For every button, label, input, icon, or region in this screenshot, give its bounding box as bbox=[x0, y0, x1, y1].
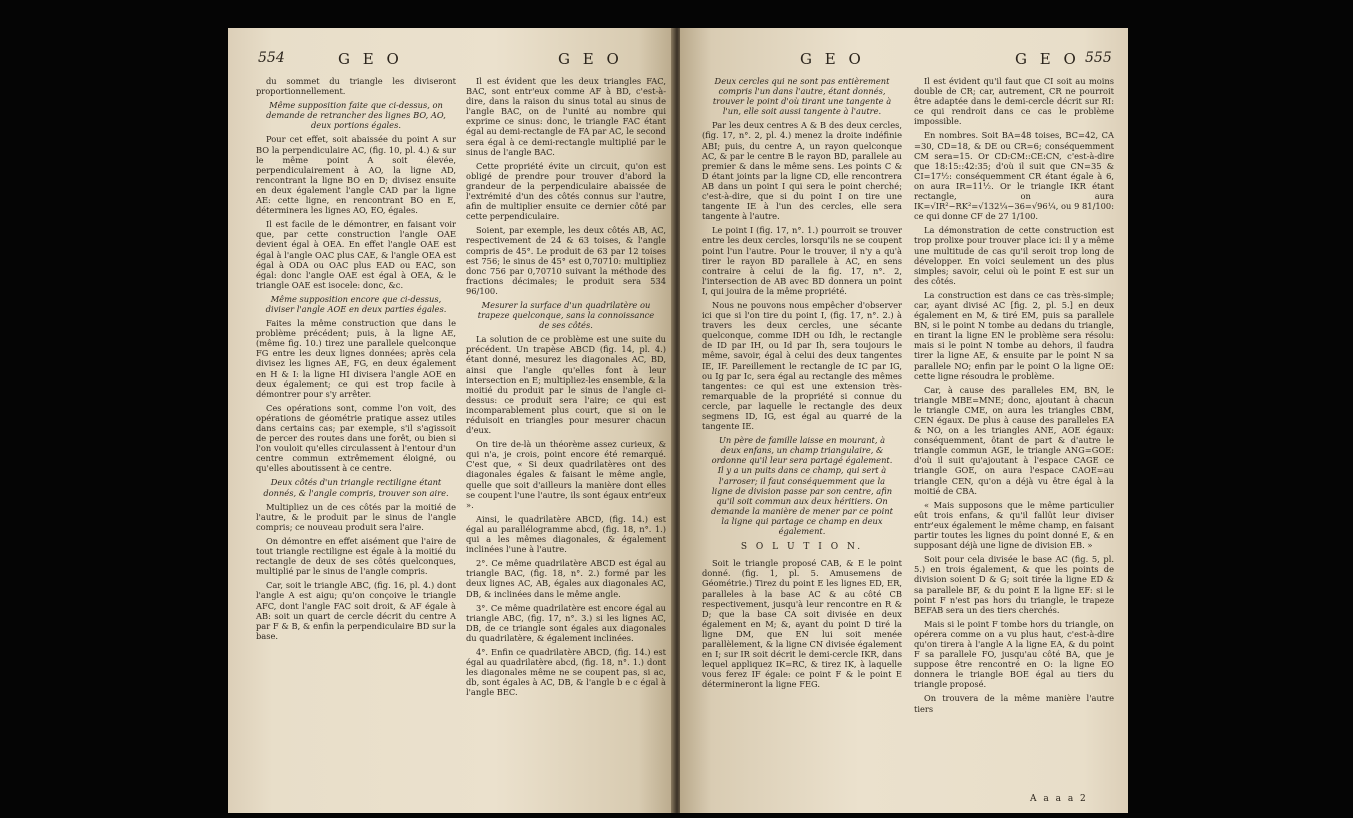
paragraph: On tire de-là un théorème assez curieux, & qui n'a, je crois, point encore été remarqué. C'est que, « Si deux quadrilatères ont des diagonales égales & faisant le même angle, quelle que soit d'ailleurs la manière dont elles se coupent l'une l'autre, ils sont égaux entr'eux ». bbox=[466, 439, 666, 510]
left-running-head-right: G E O bbox=[558, 50, 623, 68]
paragraph: Ainsi, le quadrilatère ABCD, (fig. 14.) est égal au parallélogramme abcd, (fig. 18, n°. 1.) qui a les mêmes diagonales, & également inclinées l'une à l'autre. bbox=[466, 513, 666, 555]
right-column-1 bbox=[702, 76, 902, 693]
left-page bbox=[228, 28, 674, 813]
paragraph: Il est évident que les deux triangles FAC, BAC, sont entr'eux comme AF à BD, c'est-à-dire, dans la raison du sinus total au sinus de l'angle BAC, on de l'unité au nombre qui exprime ce sinus: donc, le triangle FAC étant égal au demi-rectangle de FA par AC, le second sera égal à ce demi-rectangle multiplié par le sinus de l'angle BAC. bbox=[466, 76, 666, 157]
paragraph: du sommet du triangle les diviseront proportionnellement. bbox=[256, 76, 456, 97]
paragraph: Il est facile de le démontrer, en faisant voir que, par cette construction l'angle OAE devient égal à OEA. En effet l'angle OAE est égal à l'angle OAC plus CAE, & l'angle OEA est égal à ODA ou OAC plus EAD ou EAC, son égal: donc l'angle OAE est égal à OEA, & le triangle OAE est isocele: donc, &c. bbox=[256, 219, 456, 290]
paragraph: Soient, par exemple, les deux côtés AB, AC, respectivement de 24 & 63 toises, & l'angle compris de 45°. Le produit de 63 par 12 toises est 756; le sinus de 45° est 0,70710: multipliez donc 756 par 0,70710 suivant la méthode des fractions décimales; le produit sera 534 96/100. bbox=[466, 225, 666, 296]
problem-statement: Même supposition faite que ci-dessus, on demande de retrancher des lignes BO, AO, deux portions égales. bbox=[266, 100, 446, 131]
left-running-head-left: G E O bbox=[338, 50, 403, 68]
paragraph: Il est évident qu'il faut que CI soit au moins double de CR; car, autrement, CR ne pourroit être adaptée dans le demi-cercle décrit sur RI: ce qui rendroit dans ce cas le problème impossible. bbox=[914, 76, 1114, 127]
right-column-2 bbox=[914, 76, 1114, 718]
paragraph: Car, à cause des paralleles EM, BN, le triangle MBE=MNE; donc, ajoutant à chacun le triangle CME, on aura les triangles CBM, CEN égaux. De plus à cause des paralleles EA & NO, on a les triangles ANE, AOE égaux: conséquemment, ôtant de part & d'autre le triangle commun AGE, le triangle ANG=GOE: d'où il suit qu'ajoutant à l'espace CAGE ce triangle GOE, on aura l'espace CAOE=au triangle CEN, qu'on a déjà vu être égal à la moitié de CBA. bbox=[914, 384, 1114, 496]
paragraph: On trouvera de la même manière l'autre tiers bbox=[914, 693, 1114, 714]
section-heading: S O L U T I O N. bbox=[740, 542, 864, 553]
right-running-head-right: G E O bbox=[1015, 50, 1080, 68]
left-column-1 bbox=[256, 76, 456, 645]
paragraph: Mais si le point F tombe hors du triangle, on opérera comme on a vu plus haut, c'est-à-dire qu'on tirera à l'angle A la ligne EA, & du point F sa parallele FO, jusqu'au côté BA, que je suppose être rencontré en O: la ligne EO donnera le triangle BOE égal au tiers du triangle proposé. bbox=[914, 618, 1114, 690]
paragraph: La démonstration de cette construction est trop prolixe pour trouver place ici: il y a même une multitude de cas qu'il seroit trop long de développer. En voici seulement un des plus simples; savoir, celui où le point E est sur un des côtés. bbox=[914, 225, 1114, 286]
right-page-number: 555 bbox=[1085, 50, 1112, 66]
paragraph: En nombres. Soit BA=48 toises, BC=42, CA =30, CD=18, & DE ou CR=6; conséquemment CM sera=15. Or CD:CM::CE:CN, c'est-à-dire que 18:15::42:35; d'où il suit que CN=35 & CI=17½: conséquemment CR étant égale à 6, on aura IR=11½. Or le triangle IKR étant rectangle, on aura IK=√IR²−RK²=√132¼−36=√96¼, ou 9 81/100: ce qui donne CF de 27 1/100. bbox=[914, 130, 1114, 222]
problem-statement: Un père de famille laisse en mourant, à deux enfans, un champ triangulaire, & ordonne qu'il leur sera partagé également. Il y a un puits dans ce champ, qui sert à l'arroser; il faut conséquemment que la ligne de division passe par son centre, afin qu'il soit commun aux deux héritiers. On demande la manière de mener par ce point la ligne qui partage ce champ en deux également. bbox=[711, 435, 893, 537]
paragraph: On démontre en effet aisément que l'aire de tout triangle rectiligne est égale à la moitié du rectangle de deux de ses côtés quelconques, multiplié par le sinus de l'angle compris. bbox=[256, 535, 456, 577]
problem-statement: Mesurer la surface d'un quadrilatère ou trapeze quelconque, sans la connoissance de ses côtés. bbox=[477, 299, 655, 331]
paragraph: Ces opérations sont, comme l'on voit, des opérations de géométrie pratique assez utiles dans certains cas; par exemple, s'il s'agissoit de percer des routes dans une forêt, ou bien si l'on vouloit qu'elles circulassent à l'entour d'un centre commun extrêmement éloigné, ou qu'elles aboutissent à ce centre. bbox=[256, 402, 456, 474]
left-column-2 bbox=[466, 76, 666, 701]
paragraph: Soit le triangle proposé CAB, & E le point donné. (fig. 1, pl. 5. Amusemens de Géométrie.) Tirez du point E les lignes ED, ER, paralleles à la base AC & au côté CB respectivement, jusqu'à leur rencontre en R & D; que la base CA soit divisée en deux également en M; &, ayant du point D tiré la ligne DM, que EN lui soit menée parallèlement, & la ligne CN divisée également en I; sur IR soit décrit le demi-cercle IKR, dans lequel appliquez IK=RC, & tirez IK, à laquelle vous ferez IF égale: ce point F & le point E détermineront la ligne FEG. bbox=[702, 558, 902, 690]
signature-mark: A a a a 2 bbox=[1030, 794, 1088, 804]
paragraph: Pour cet effet, soit abaissée du point A sur BO la perpendiculaire AC, (fig. 10, pl. 4.) & sur le même point A soit élevée, perpendiculairement à AO, la ligne AD, rencontrant la ligne BO en D; divisez ensuite en deux également l'angle CAD par la ligne AE: cette ligne, en rencontrant BO en E, déterminera les lignes AO, EO, égales. bbox=[256, 134, 456, 216]
right-page bbox=[680, 28, 1128, 813]
paragraph: La solution de ce problème est une suite du précédent. Un trapèse ABCD (fig. 14, pl. 4.) étant donné, mesurez les diagonales AC, BD, ainsi que l'angle qu'elles font à leur intersection en E; multipliez-les ensemble, & la moitié du produit par le sinus de l'angle ci-dessus: ce produit sera l'aire; ce qui est incomparablement plus court, que si on le réduisoit en triangles pour mesurer chacun d'eux. bbox=[466, 334, 666, 436]
paragraph: Soit pour cela divisée le base AC (fig. 5, pl. 5.) en trois également, & que les points de division soient D & G; soit tirée la ligne ED & sa parallele BF, & du point E la ligne EF: si le point F n'est pas hors du triangle, le trapeze BEFAB sera un des tiers cherchés. bbox=[914, 554, 1114, 615]
paragraph: 3°. Ce même quadrilatère est encore égal au triangle ABC, (fig. 17, n°. 3.) si les lignes AC, DB, de ce triangle sont égales aux diagonales du quadrilatère, & également inclinées. bbox=[466, 602, 666, 643]
paragraph: Nous ne pouvons nous empêcher d'observer ici que si l'on tire du point I, (fig. 17, n°. 2.) à travers les deux cercles, une sécante quelconque, comme IDH ou Idh, le rectangle de ID par IH, ou Id par Ih, sera toujours le même, savoir, égal à celui des deux tangentes IE, IF. Pareillement le rectangle de IC par IG, ou Ig par Ic, sera égal au rectangle des mêmes tangentes: ce qui est une extension très-remarquable de la propriété si connue du cercle, par laquelle le rectangle des deux segmens ID, IG, est égal au quarré de la tangente IE. bbox=[702, 299, 902, 432]
paragraph: Le point I (fig. 17, n°. 1.) pourroit se trouver entre les deux cercles, lorsqu'ils ne se coupent point l'un l'autre. Pour le trouver, il n'y a qu'à tirer le rayon BD parallele à AC, en sens contraire à celui de la fig. 17, n°. 2, l'intersection de AB avec BD donnera un point I, qui jouira de la même propriété. bbox=[702, 225, 902, 296]
problem-statement: Même supposition encore que ci-dessus, diviser l'angle AOE en deux parties égales. bbox=[265, 293, 447, 314]
paragraph: 2°. Ce même quadrilatère ABCD est égal au triangle BAC, (fig. 18, n°. 2.) formé par les deux lignes AC, AB, égales aux diagonales AC, DB, & inclinées dans le même angle. bbox=[466, 558, 666, 599]
left-page-number: 554 bbox=[258, 50, 285, 66]
paragraph: 4°. Enfin ce quadrilatère ABCD, (fig. 14.) est égal au quadrilatère abcd, (fig. 18, n°. 1.) dont les diagonales même ne se coupent pas, si ac, db, sont égales à AC, DB, & l'angle b e c égal à l'angle BEC. bbox=[466, 646, 666, 698]
paragraph: Par les deux centres A & B des deux cercles, (fig. 17, n°. 2, pl. 4.) menez la droite indéfinie ABI; puis, du centre A, un rayon quelconque AC, & par le centre B le rayon BD, parallele au premier & dans le même sens. Les points C & D étant joints par la ligne CD, elle rencontrera AB dans un point I qui sera le point cherché; c'est-à-dire, que si du point I on tire une tangente IE à l'un des cercles, elle sera tangente à l'autre. bbox=[702, 120, 902, 222]
open-book bbox=[228, 28, 1128, 813]
problem-statement: Deux cercles qui ne sont pas entièrement compris l'un dans l'autre, étant donnés, trouver le point d'où tirant une tangente à l'un, elle soit aussi tangente à l'autre. bbox=[712, 76, 892, 117]
paragraph: Cette propriété évite un circuit, qu'on est obligé de prendre pour trouver d'abord la grandeur de la perpendiculaire abaissée de l'extrémité d'un des côtés connus sur l'autre, afin de multiplier ensuite ce dernier côté par cette perpendiculaire. bbox=[466, 160, 666, 222]
right-running-head-left: G E O bbox=[800, 50, 865, 68]
paragraph: Faites la même construction que dans le problème précédent; puis, à la ligne AE, (même fig. 10.) tirez une parallele quelconque FG entre les deux lignes données; après cela divisez les lignes AE, FG, en deux également en H & I: la ligne HI divisera l'angle AOE en deux également; ce qui est trop facile à démontrer pour s'y arrêter. bbox=[256, 318, 456, 399]
paragraph: La construction est dans ce cas très-simple; car, ayant divisé AC [fig. 2, pl. 5.] en deux également en M, & tiré EM, puis sa parallele BN, si le point N tombe au dedans du triangle, en tirant la ligne EN le problème sera résolu: mais si le point N tombe au dehors, il faudra tirer la ligne AE, & ensuite par le point N sa parallele NO; enfin par le point O la ligne OE: cette ligne résoudra le problème. bbox=[914, 289, 1114, 381]
paragraph: Car, soit le triangle ABC, (fig. 16, pl. 4.) dont l'angle A est aigu; qu'on conçoive le triangle AFC, dont l'angle FAC soit droit, & AF égale à AB: soit un quart de cercle décrit du centre A par F & B, & enfin la perpendiculaire BD sur la base. bbox=[256, 580, 456, 641]
problem-statement: Deux côtés d'un triangle rectiligne étant donnés, & l'angle compris, trouver son aire. bbox=[263, 477, 449, 498]
paragraph: Multipliez un de ces côtés par la moitié de l'autre, & le produit par le sinus de l'angle compris; ce nouveau produit sera l'aire. bbox=[256, 501, 456, 532]
paragraph: « Mais supposons que le même particulier eût trois enfans, & qu'il fallût leur diviser entr'eux également le même champ, en faisant partir toutes les lignes du point donné E, & en supposant déjà une ligne de division EB. » bbox=[914, 499, 1114, 551]
